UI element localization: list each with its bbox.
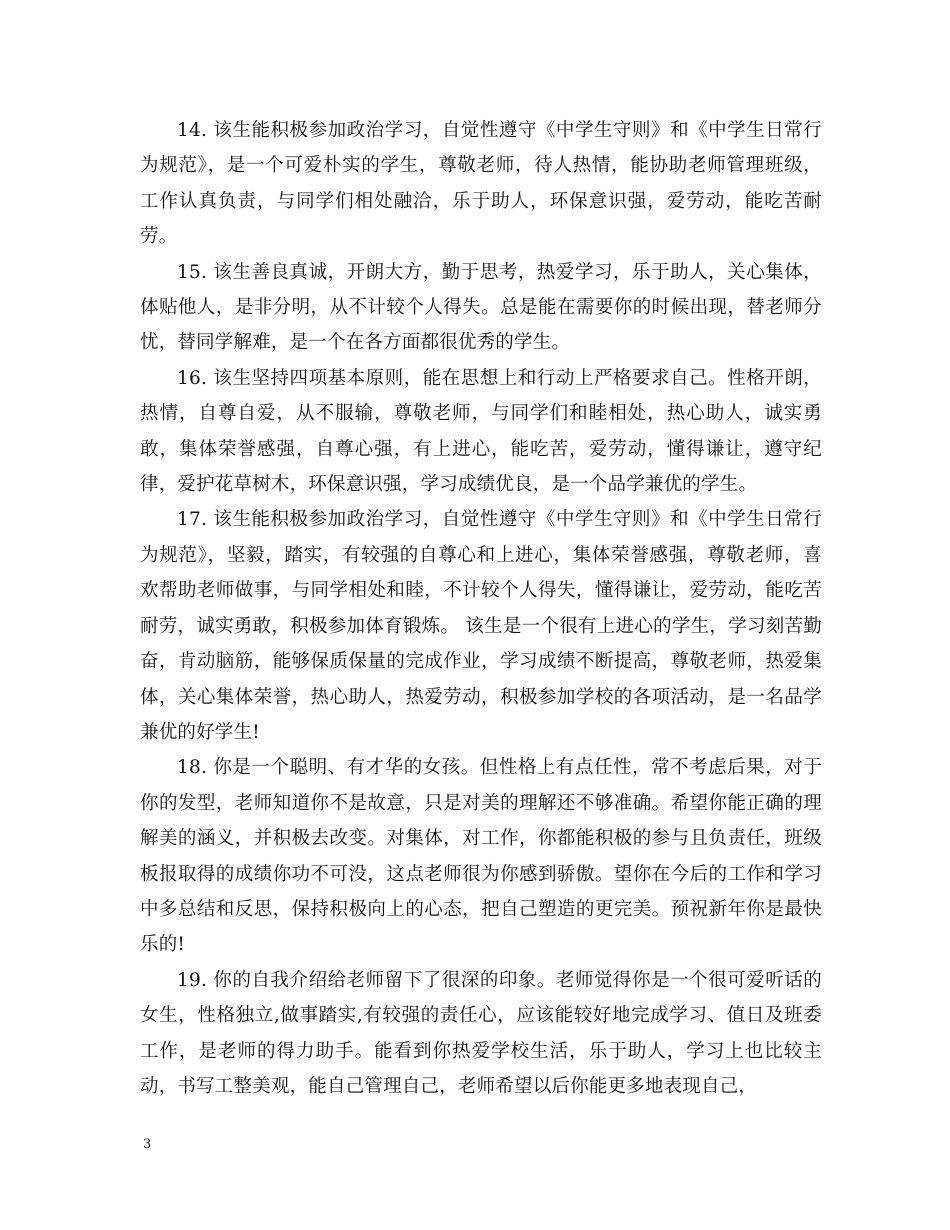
paragraph-16: 16. 该生坚持四项基本原则，能在思想上和行动上严格要求自己。性格开朗，热情，自尊自爱，从不服输，尊敬老师，与同学们和睦相处，热心助人，诚实勇敢，集体荣誉感强，自尊心强，有上进心，能吃苦，爱劳动，懂得谦让，遵守纪律，爱护花草树木，环保意识强，学习成绩优良，是一个品学兼优的学生。 <box>140 367 822 496</box>
document-body <box>140 113 822 1104</box>
paragraph-19: 19. 你的自我介绍给老师留下了很深的印象。老师觉得你是一个很可爱听话的女生，性格独立,做事踏实,有较强的责任心，应该能较好地完成学习、值日及班委工作，是老师的得力助手。能看到你热爱学校生活，乐于助人，学习上也比较主动，书写工整美观，能自己管理自己，老师希望以后你能更多地表现自己， <box>140 969 822 1097</box>
paragraph-17: 17. 该生能积极参加政治学习，自觉性遵守《中学生守则》和《中学生日常行为规范》，坚毅，踏实，有较强的自尊心和上进心，集体荣誉感强，尊敬老师，喜欢帮助老师做事，与同学相处和睦，不计较个人得失，懂得谦让，爱劳动，能吃苦耐劳，诚实勇敢，积极参加体育锻炼。 该生是一个很有上进心的学生，学习刻苦勤奋，肯动脑筋，能够保质保量的完成作业，学习成绩不断提高，尊敬老师，热爱集体，关心集体荣誉，热心助人，热爱劳动，积极参加学校的各项活动，是一名品学兼优的好学生! <box>140 509 822 743</box>
paragraph-14: 14. 该生能积极参加政治学习，自觉性遵守《中学生守则》和《中学生日常行为规范》，是一个可爱朴实的学生，尊敬老师，待人热情，能协助老师管理班级，工作认真负责，与同学们相处融洽，乐于助人，环保意识强，爱劳动，能吃苦耐劳。 <box>140 120 822 248</box>
paragraph-18: 18. 你是一个聪明、有才华的女孩。但性格上有点任性，常不考虑后果，对于你的发型，老师知道你不是故意，只是对美的理解还不够准确。希望你能正确的理解美的涵义，并积极去改变。对集体，对工作，你都能积极的参与且负责任，班级板报取得的成绩你功不可没，这点老师很为你感到骄傲。望你在今后的工作和学习中多总结和反思，保持积极向上的心态，把自己塑造的更完美。预祝新年你是最快乐的! <box>140 757 822 956</box>
page-number: 3 <box>143 1137 152 1152</box>
paragraph-15: 15. 该生善良真诚，开朗大方，勤于思考，热爱学习，乐于助人，关心集体，体贴他人，是非分明，从不计较个人得失。总是能在需要你的时候出现，替老师分忧，替同学解难，是一个在各方面都很优秀的学生。 <box>140 261 822 354</box>
